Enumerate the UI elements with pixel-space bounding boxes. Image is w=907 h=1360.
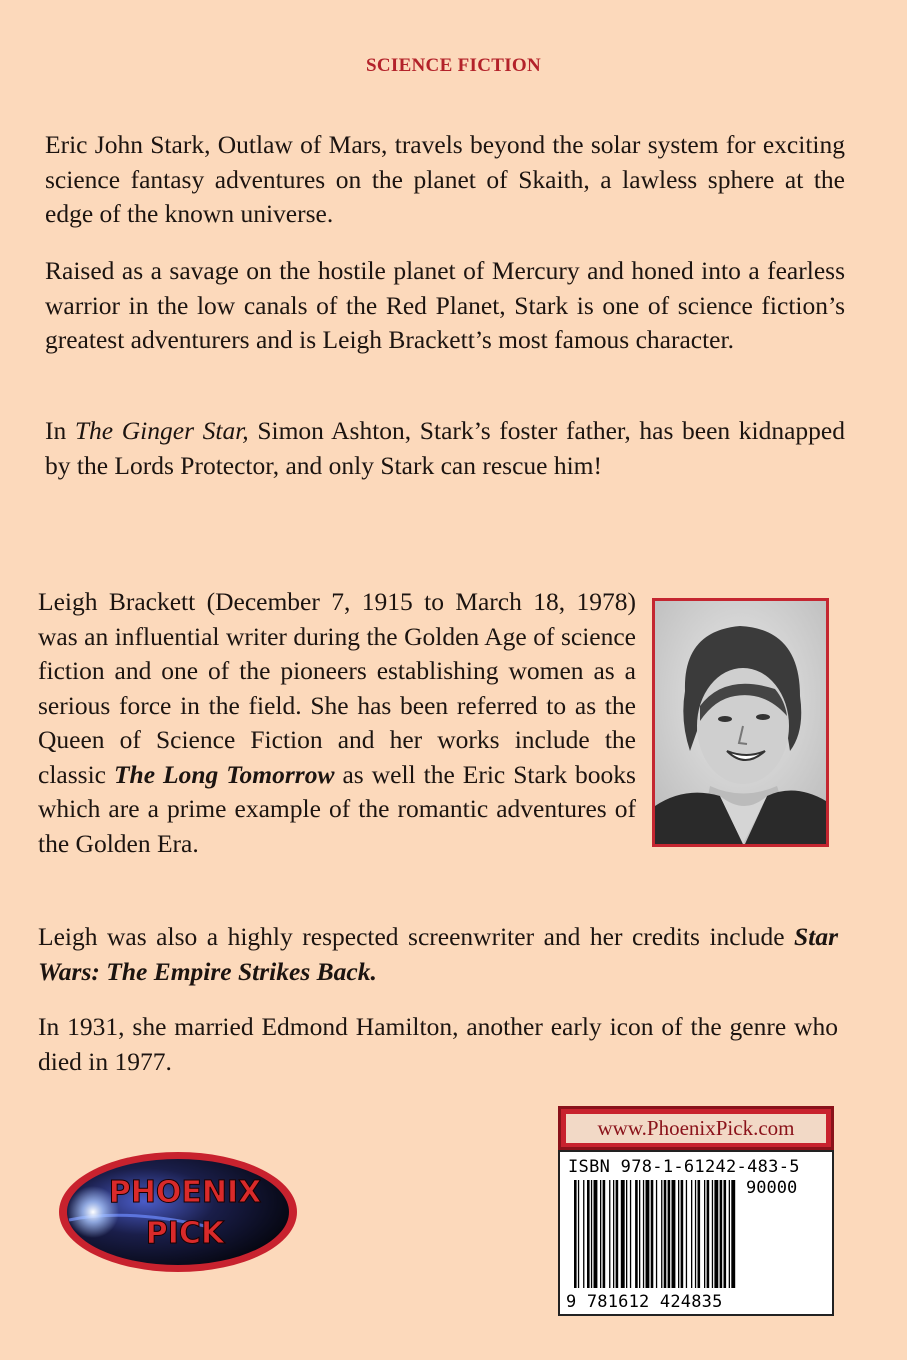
barcode-bar [681, 1180, 684, 1288]
blurb-p3-lead: In [45, 416, 75, 445]
blurb-paragraph-2: Raised as a savage on the hostile planet of Mercury and honed into a fearless warrior in the low canals of the Red Planet, Stark is one of science fiction’s greatest adventurers and is Leigh Brackett’s most famous character. [45, 256, 845, 354]
logo-text-pick: PICK [145, 1216, 225, 1251]
bio-p1-rest: as well the Eric Stark books which are a prime example of the romantic adventures of the Golden Era. [38, 759, 636, 858]
barcode-bar [698, 1180, 701, 1288]
barcode-bar [609, 1180, 610, 1288]
author-bio-paragraph-2 [38, 920, 838, 989]
barcode-bar [594, 1180, 598, 1288]
bio-p2-lead: Leigh was also a highly respected screenwriter and her credits include [38, 922, 795, 951]
barcode-bar [720, 1180, 723, 1288]
barcode-bar [686, 1180, 687, 1288]
barcode-bar [664, 1180, 667, 1288]
blurb-p3-rest: Simon Ashton, Stark’s foster father, has been kidnapped by the Lords Protector, and only Stark can rescue him! [45, 416, 845, 480]
barcode-bar [630, 1180, 631, 1288]
blurb-paragraph-1: Eric John Stark, Outlaw of Mars, travels beyond the solar system for exciting science fantasy adventures on the planet of Skaith, a lawless sphere at the edge of the known universe. [45, 130, 845, 228]
isbn-number: ISBN 978-1-61242-483-5 [568, 1157, 800, 1177]
author-bio-paragraph-1 [38, 585, 636, 861]
isbn-barcode [558, 1150, 834, 1316]
ean-number: 9 781612 424835 [566, 1292, 723, 1312]
barcode-bar [661, 1180, 662, 1288]
barcode-bar [639, 1180, 640, 1288]
barcode-bar [704, 1180, 705, 1288]
barcode-bar [691, 1180, 692, 1288]
barcode-bar [729, 1180, 730, 1288]
barcode-bar [712, 1180, 713, 1288]
barcode-bar [695, 1180, 696, 1288]
barcode-bar [651, 1180, 654, 1288]
blurb-paragraph-3 [45, 414, 845, 483]
website-banner[interactable] [558, 1106, 834, 1150]
author-bio-paragraph-3: In 1931, she married Edmond Hamilton, another early icon of the genre who died in 1977. [38, 1012, 838, 1076]
barcode-bar [714, 1180, 718, 1288]
genre-label: SCIENCE FICTION [365, 55, 541, 76]
barcode-bar [646, 1180, 650, 1288]
barcode-bar [678, 1180, 679, 1288]
barcode-bar [668, 1180, 671, 1288]
barcode-bar [672, 1180, 676, 1288]
barcode-bar [574, 1180, 577, 1288]
film-title-empire: Star Wars: The Empire Strikes Back. [38, 922, 838, 986]
barcode-bar [707, 1180, 710, 1288]
book-title-ginger-star: The Ginger Star, [74, 416, 249, 445]
barcode-bar [587, 1180, 590, 1288]
phoenix-pick-logo [55, 1148, 301, 1281]
website-url[interactable]: www.PhoenixPick.com [566, 1114, 826, 1143]
barcode-bar [656, 1180, 657, 1288]
barcode-bar [626, 1180, 627, 1288]
barcode-bar [616, 1180, 619, 1288]
barcode-bar [578, 1180, 579, 1288]
logo-text-phoenix: PHOENIX [108, 1175, 262, 1210]
barcode-bar [731, 1180, 735, 1288]
book-title-long-tomorrow: The Long Tomorrow [113, 759, 335, 789]
barcode-bar [613, 1180, 614, 1288]
barcode-bar [591, 1180, 592, 1288]
price-code: 90000 [746, 1178, 798, 1198]
barcode-bar [603, 1180, 606, 1288]
barcode-bar [600, 1180, 601, 1288]
barcode-bar [621, 1180, 625, 1288]
barcode-bar [724, 1180, 727, 1288]
bio-p1-lead: Leigh Brackett (December 7, 1915 to March 18, 1978) was an influential writer during the Golden Age of science fiction and one of the pioneers establishing women as a serious force in the field. She has been referred to as the Queen of Science Fiction and her works include the classic [38, 587, 636, 789]
author-portrait [652, 598, 829, 847]
barcode-bar [635, 1180, 638, 1288]
barcode-bar [643, 1180, 644, 1288]
barcode-bar [583, 1180, 584, 1288]
